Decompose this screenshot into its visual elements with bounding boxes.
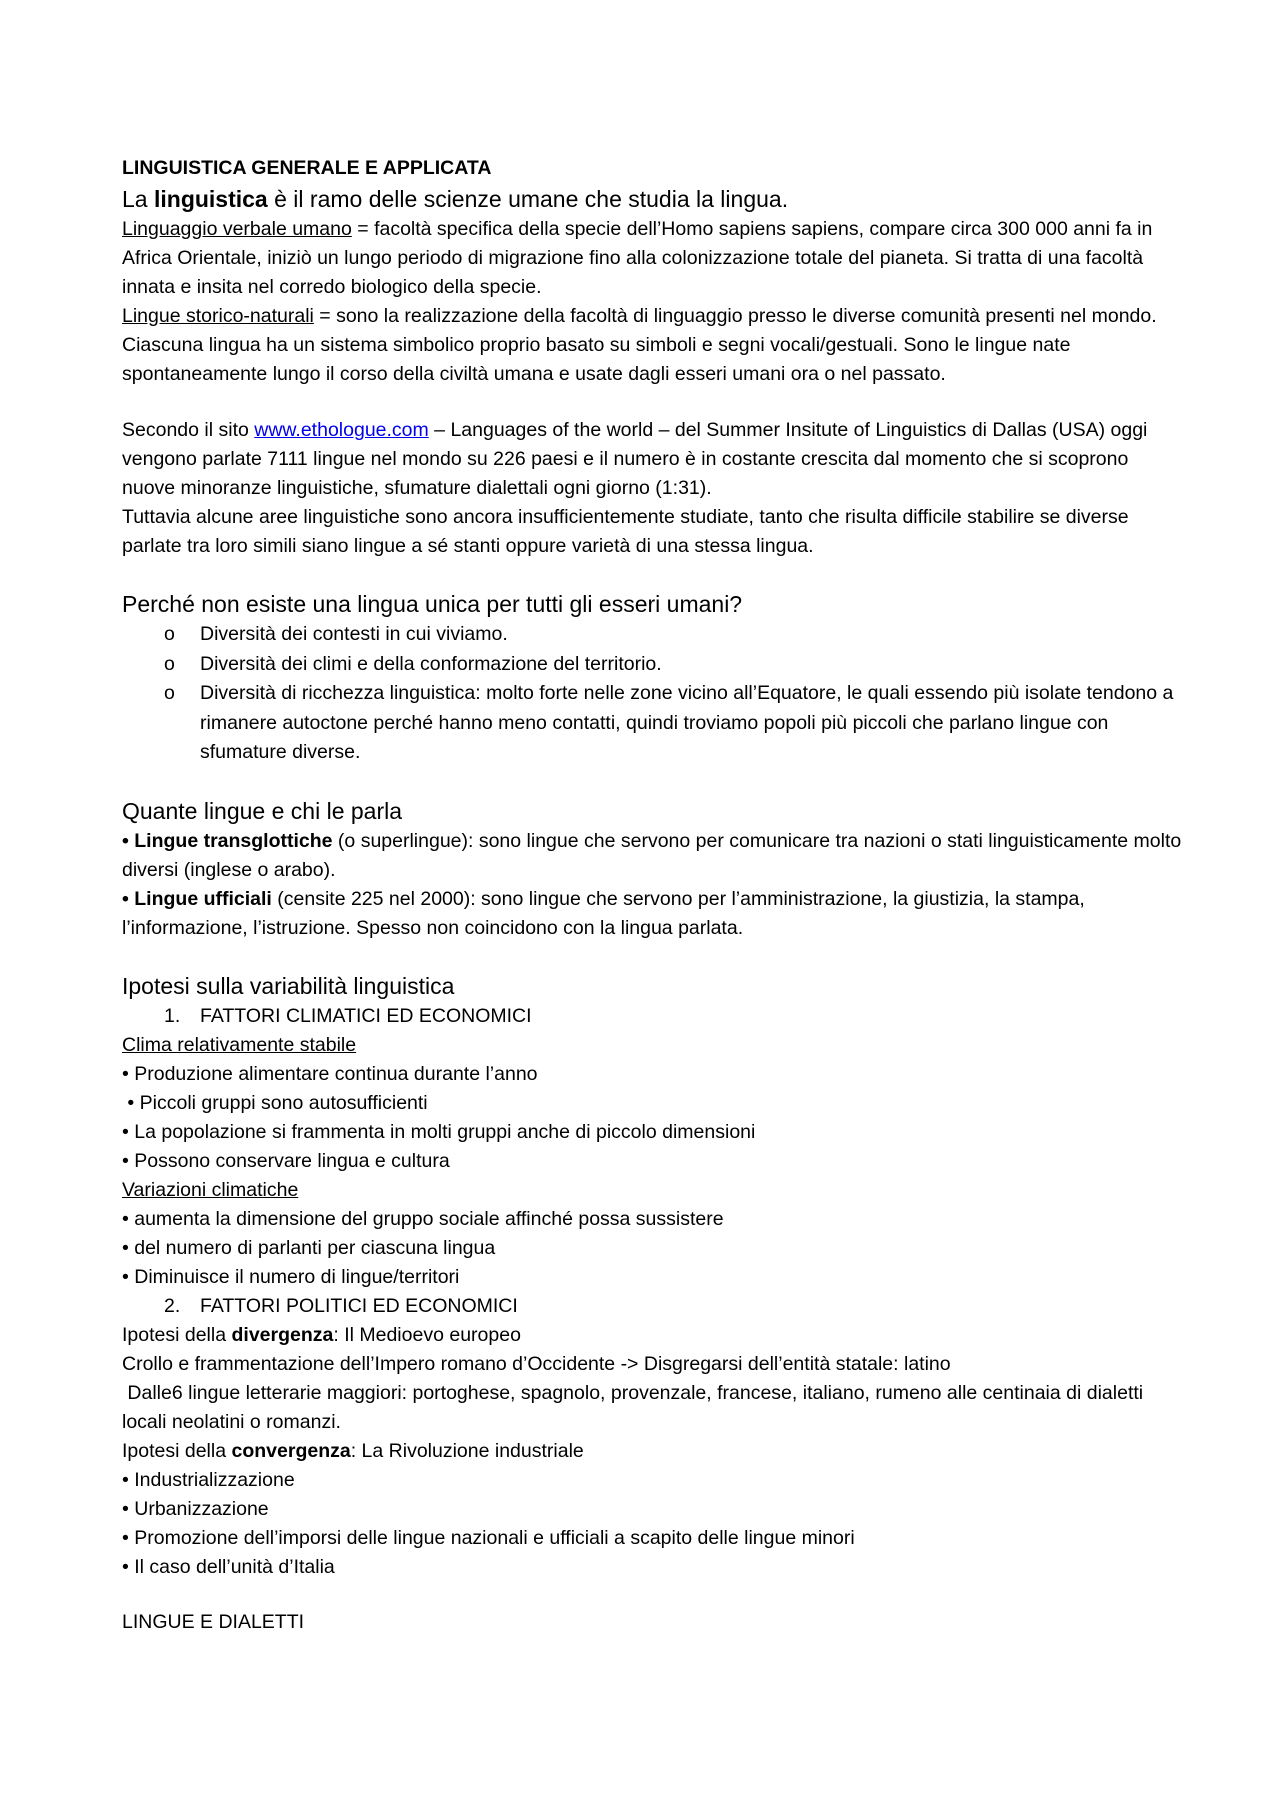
dalle-paragraph: Dalle6 lingue letterarie maggiori: portoghese, spagnolo, provenzale, francese, italiano, rumeno alle centinaia di dialetti locali neolatini o romanzi. [122, 1381, 1149, 1433]
crollo-paragraph: Crollo e frammentazione dell’Impero romano d’Occidente -> Disgregarsi dell’entità statale: latino [122, 1352, 951, 1375]
lingue-storico-term: Lingue storico-naturali [122, 305, 314, 327]
list-item: • aumenta la dimensione del gruppo sociale affinché possa sussistere [122, 1207, 724, 1230]
intro-bold: linguistica [153, 186, 268, 212]
list-item: • Produzione alimentare continua durante l’anno [122, 1062, 538, 1085]
ufficiali-text: (censite 225 nel 2000): sono lingue che servono per l’amministrazione, la giustizia, la stampa, l’informazione, l’istruzione. Spesso non coincidono con la lingua parlata. [122, 887, 1085, 939]
bullet-icon: • [122, 829, 135, 852]
list-number: 1. [164, 1004, 181, 1027]
list-item: • Il caso dell’unità d’Italia [122, 1555, 335, 1578]
clima-stabile-heading: Clima relativamente stabile [122, 1033, 357, 1056]
list-item: • Possono conservare lingua e cultura [122, 1149, 450, 1172]
ufficiali-bold: Lingue ufficiali [134, 887, 272, 910]
variazioni-heading: Variazioni climatiche [122, 1178, 299, 1201]
factor1-list [122, 1002, 1182, 1031]
document-body [122, 154, 1182, 1637]
list-item: o Diversità di ricchezza linguistica: molto forte nelle zone vicino all’Equatore, le quali essendo più isolate tendono a rimanere autoctone perché hanno meno contatti, quindi troviamo popoli più piccoli che parlano lingue con sfumature diverse. [122, 679, 1182, 768]
list-item: 1. FATTORI CLIMATICI ED ECONOMICI [122, 1002, 1182, 1031]
linguaggio-paragraph [122, 215, 1182, 302]
list-item: • Urbanizzazione [122, 1497, 269, 1520]
circle-bullet-icon: o [164, 682, 175, 704]
list-item: • Piccoli gruppi sono autosufficienti [122, 1091, 428, 1114]
list-item: • Promozione dell’imporsi delle lingue nazionali e ufficiali a scapito delle lingue minori [122, 1526, 855, 1549]
secondo-pre: Secondo il sito [122, 419, 255, 441]
divergenza-paragraph: Ipotesi della divergenza: Il Medioevo europeo [122, 1323, 521, 1346]
perche-list [122, 620, 1182, 768]
list-item: • Diminuisce il numero di lingue/territori [122, 1265, 460, 1288]
convergenza-bold: convergenza [231, 1439, 351, 1462]
document-title: LINGUISTICA GENERALE E APPLICATA [122, 157, 492, 179]
bullet-icon: • [122, 887, 135, 910]
spacer [122, 389, 1182, 416]
intro-paragraph [122, 183, 1182, 215]
circle-bullet-icon: o [164, 652, 175, 675]
circle-bullet-icon: o [164, 623, 175, 645]
transglottiche-text: (o superlingue): sono lingue che servono per comunicare tra nazioni o stati linguisticamente molto diversi (inglese o arabo). [122, 829, 1182, 881]
spacer [122, 768, 1182, 795]
ufficiali-paragraph [122, 885, 1182, 943]
secondo-post: – Languages of the world – del Summer Insitute of Linguistics di Dallas (USA) oggi vengono parlate 7111 lingue nel mondo su 226 paesi e il numero è in costante crescita dal momento che si scoprono nuove minoranze linguistiche, sfumature dialettali ogni giorno (1:31). [122, 419, 1148, 499]
list-number: 2. [164, 1294, 181, 1317]
lingue-dialetti-heading: LINGUE E DIALETTI [122, 1610, 305, 1633]
ethologue-link[interactable]: www.ethologue.com [254, 419, 429, 441]
list-item: 2. FATTORI POLITICI ED ECONOMICI [122, 1292, 1182, 1321]
list-item: o Diversità dei contesti in cui viviamo. [122, 620, 1182, 650]
lingue-storico-text: = sono la realizzazione della facoltà di linguaggio presso le diverse comunità presenti nel mondo. Ciascuna lingua ha un sistema simbolico proprio basato su simboli e segni vocali/gestuali. Sono le lingue nate spontaneamente lungo il corso della civiltà umana e usate dagli esseri umani ora o nel passato. [122, 305, 1157, 385]
perche-heading: Perché non esiste una lingua unica per tutti gli esseri umani? [122, 591, 743, 617]
tuttavia-paragraph: Tuttavia alcune aree linguistiche sono ancora insufficientemente studiate, tanto che risulta difficile stabilire se diverse parlate tra loro simili siano lingue a sé stanti oppure varietà di una stessa lingua. [122, 506, 1129, 557]
secondo-paragraph [122, 416, 1182, 503]
intro-pre: La [122, 186, 154, 212]
list-item: • Industrializzazione [122, 1468, 295, 1491]
spacer [122, 1582, 1182, 1608]
divergenza-bold: divergenza [231, 1323, 334, 1346]
convergenza-paragraph: Ipotesi della convergenza: La Rivoluzione industriale [122, 1439, 584, 1462]
factor2-list [122, 1292, 1182, 1321]
quante-heading: Quante lingue e chi le parla [122, 797, 403, 824]
list-item: • La popolazione si frammenta in molti gruppi anche di piccolo dimensioni [122, 1120, 756, 1143]
linguaggio-term: Linguaggio verbale umano [122, 218, 352, 240]
transglottiche-paragraph [122, 827, 1182, 885]
list-item: o Diversità dei climi e della conformazione del territorio. [122, 650, 1182, 680]
intro-post: è il ramo delle scienze umane che studia la lingua. [267, 186, 789, 212]
transglottiche-bold: Lingue transglottiche [134, 829, 333, 852]
lingue-storico-paragraph [122, 302, 1182, 389]
list-item: • del numero di parlanti per ciascuna lingua [122, 1236, 496, 1259]
spacer [122, 943, 1182, 970]
linguaggio-text: = facoltà specifica della specie dell’Homo sapiens sapiens, compare circa 300 000 anni fa in Africa Orientale, iniziò un lungo periodo di migrazione fino alla colonizzazione totale del pianeta. Si tratta di una facoltà innata e insita nel corredo biologico della specie. [122, 218, 1153, 298]
spacer [122, 561, 1182, 588]
ipotesi-heading: Ipotesi sulla variabilità linguistica [122, 972, 455, 999]
